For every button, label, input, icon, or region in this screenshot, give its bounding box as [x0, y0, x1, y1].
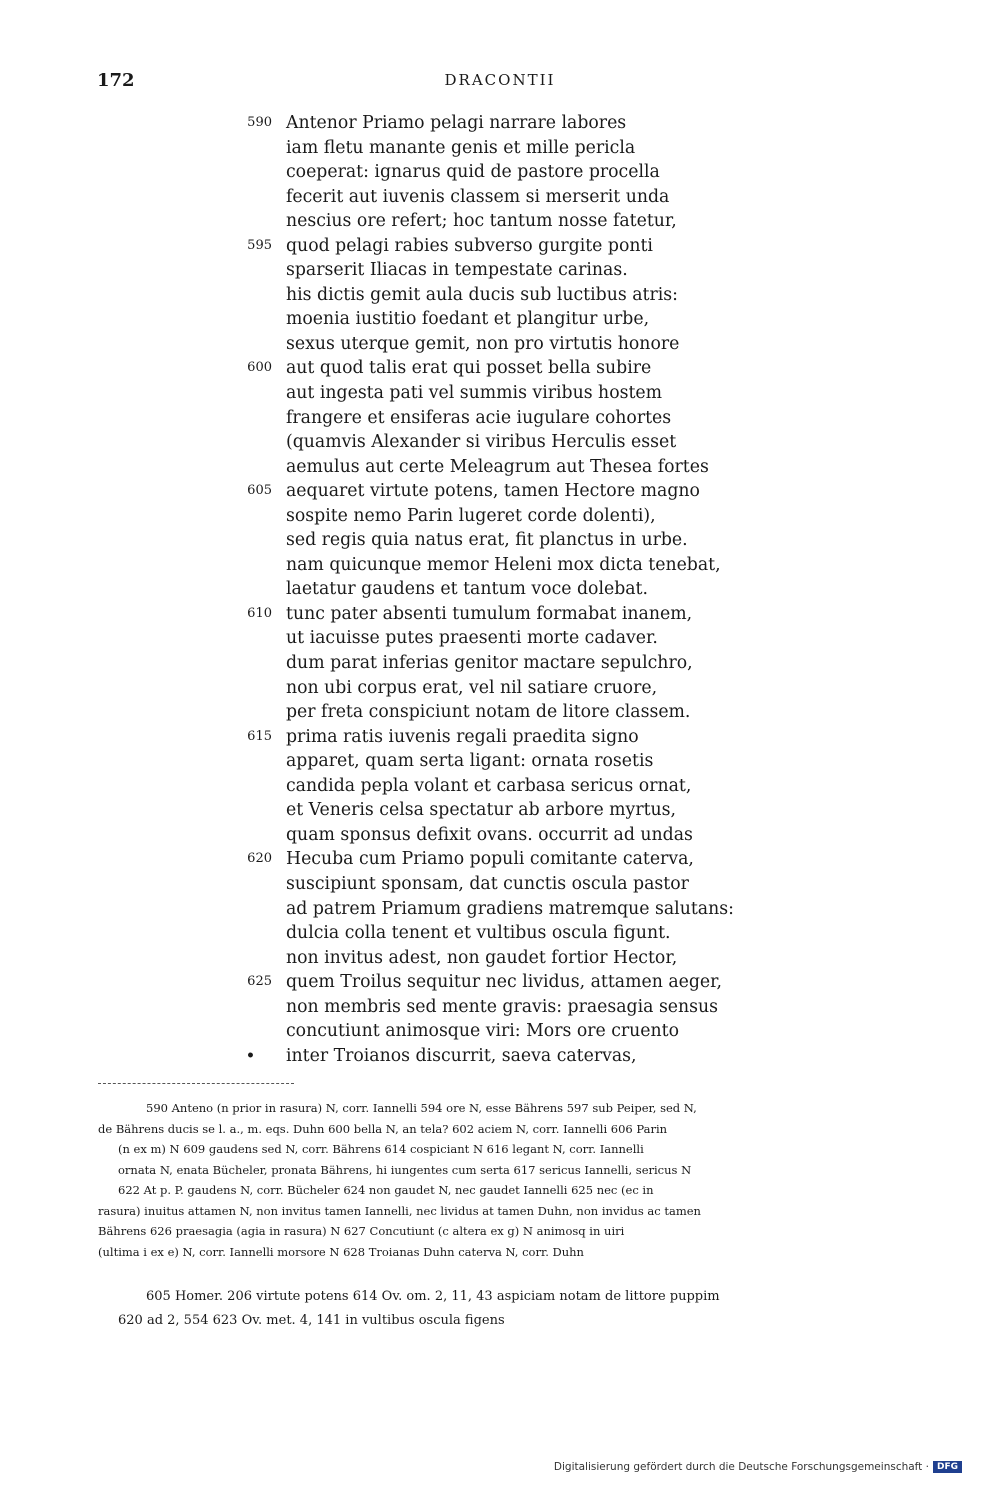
verse-line [0, 995, 1000, 1020]
line-number: 625 [247, 974, 272, 990]
verse-text: sospite nemo Parin lugeret corde dolenti), [286, 505, 656, 526]
verse-text: ad patrem Priamum gradiens matremque salutans: [286, 898, 734, 919]
verse-line [0, 970, 1000, 995]
verse-line [0, 111, 1000, 136]
apparatus-line: Bährens 626 praesagia (agia in rasura) N 627 Concutiunt (c altera ex g) N animosq in uiri [98, 1224, 625, 1238]
verse-line [0, 946, 1000, 971]
apparatus-line: (n ex m) N 609 gaudens sed N, corr. Bährens 614 cospiciant N 616 legant N, corr. Iannelli [118, 1142, 644, 1156]
source-line: 605 Homer. 206 virtute potens 614 Ov. om. 2, 11, 43 aspiciam notam de littore puppim [146, 1289, 720, 1304]
verse-line [0, 676, 1000, 701]
verse-line [0, 406, 1000, 431]
verse-text: Antenor Priamo pelagi narrare labores [286, 113, 627, 133]
apparatus-line: 590 Anteno (n prior in rasura) N, corr. Iannelli 594 ore N, esse Bährens 597 sub Peiper, sed N, [146, 1101, 697, 1115]
line-number: 615 [247, 728, 272, 744]
verse-line [0, 823, 1000, 848]
verse-line [0, 798, 1000, 823]
source-line: 620 ad 2, 554 623 Ov. met. 4, 141 in vultibus oscula figens [118, 1313, 505, 1328]
verse-text: his dictis gemit aula ducis sub luctibus atris: [286, 284, 678, 305]
verse-line [0, 356, 1000, 381]
verse-text: fecerit aut iuvenis classem si merserit unda [286, 186, 670, 207]
verse-text: et Veneris celsa spectatur ab arbore myrtus, [286, 800, 677, 821]
verse-line [0, 700, 1000, 725]
verse-text: moenia iustitio foedant et plangitur urbe, [286, 309, 650, 330]
verse-line [0, 209, 1000, 234]
verse-line [0, 160, 1000, 185]
apparatus-line: rasura) inuitus attamen N, non invitus tamen Iannelli, nec lividus at tamen Duhn, non invidus ac tamen [98, 1203, 701, 1218]
verse-line [0, 332, 1000, 357]
verse-text: candida pepla volant et carbasa sericus ornat, [286, 775, 692, 796]
verse-line [0, 136, 1000, 161]
verse-line [0, 847, 1000, 872]
poem-text [0, 111, 1000, 1068]
critical-apparatus [98, 1098, 882, 1262]
line-number: 595 [247, 237, 272, 253]
verse-text: iam fletu manante genis et mille pericla [286, 137, 636, 158]
verse-text: Hecuba cum Priamo populi comitante caterva, [286, 849, 694, 870]
verse-line [0, 258, 1000, 283]
verse-text: quod pelagi rabies subverso gurgite ponti [286, 235, 653, 256]
verse-line [0, 577, 1000, 602]
verse-line [0, 1044, 1000, 1069]
line-number: 600 [247, 360, 272, 376]
verse-line [0, 455, 1000, 480]
digitization-credit [554, 1461, 962, 1473]
verse-text: (quamvis Alexander si viribus Herculis esset [286, 432, 677, 453]
verse-line [0, 872, 1000, 897]
line-number: 610 [247, 605, 272, 621]
page-number: 172 [97, 70, 135, 91]
verse-text: coeperat: ignarus quid de pastore procella [286, 162, 660, 183]
verse-line [0, 528, 1000, 553]
verse-line [0, 185, 1000, 210]
verse-text: aemulus aut certe Meleagrum aut Thesea fortes [286, 456, 709, 477]
dfg-logo: DFG [933, 1461, 962, 1473]
verse-text: aut ingesta pati vel summis viribus hostem [286, 383, 663, 404]
verse-text: non ubi corpus erat, vel nil satiare cruore, [286, 677, 658, 698]
line-marker: • [246, 1047, 255, 1064]
verse-text: laetatur gaudens et tantum voce dolebat. [286, 579, 648, 600]
verse-line [0, 897, 1000, 922]
verse-line [0, 774, 1000, 799]
running-title: DRACONTII [444, 71, 556, 89]
line-number: 590 [247, 115, 272, 130]
verse-text: prima ratis iuvenis regali praedita signo [286, 726, 639, 747]
verse-line [0, 749, 1000, 774]
verse-text: nam quicunque memor Heleni mox dicta tenebat, [286, 554, 721, 575]
verse-line [0, 651, 1000, 676]
verse-line [0, 1019, 1000, 1044]
verse-text: inter Troianos discurrit, saeva catervas, [286, 1045, 637, 1066]
verse-text: per freta conspiciunt notam de litore classem. [286, 702, 691, 723]
apparatus-line: de Bährens ducis se l. a., m. eqs. Duhn 600 bella N, an tela? 602 aciem N, corr. Iannelli 606 Parin [98, 1121, 668, 1136]
verse-line [0, 234, 1000, 259]
source-references [98, 1285, 882, 1333]
verse-line [0, 307, 1000, 332]
verse-line [0, 504, 1000, 529]
verse-text: dulcia colla tenent et vultibus oscula figunt. [286, 923, 671, 944]
verse-line [0, 479, 1000, 504]
verse-text: ut iacuisse putes praesenti morte cadaver. [286, 628, 658, 649]
line-number: 605 [247, 483, 272, 499]
verse-line [0, 921, 1000, 946]
verse-text: non invitus adest, non gaudet fortior Hector, [286, 947, 678, 968]
verse-text: sexus uterque gemit, non pro virtutis honore [286, 333, 680, 354]
page-header [0, 70, 1000, 96]
verse-text: suscipiunt sponsam, dat cunctis oscula pastor [286, 873, 689, 894]
verse-text: sparserit Iliacas in tempestate carinas. [286, 260, 628, 281]
line-number: 620 [247, 851, 272, 867]
footnote-divider [98, 1083, 294, 1084]
apparatus-line: (ultima i ex e) N, corr. Iannelli morsore N 628 Troianas Duhn caterva N, corr. Duhn [98, 1244, 584, 1259]
verse-text: dum parat inferias genitor mactare sepulchro, [286, 653, 693, 674]
verse-line [0, 626, 1000, 651]
verse-text: sed regis quia natus erat, fit planctus in urbe. [286, 530, 688, 551]
apparatus-line: ornata N, enata Bücheler, pronata Bährens, hi iungentes cum serta 617 sericus Iannelli, sericus N [118, 1162, 692, 1177]
verse-text: apparet, quam serta ligant: ornata rosetis [286, 751, 654, 772]
verse-line [0, 381, 1000, 406]
verse-text: nescius ore refert; hoc tantum nosse fatetur, [286, 211, 677, 232]
verse-text: frangere et ensiferas acie iugulare cohortes [286, 407, 672, 428]
verse-text: quem Troilus sequitur nec lividus, attamen aeger, [286, 972, 723, 993]
credit-text: Digitalisierung gefördert durch die Deutsche Forschungsgemeinschaft · [553, 1461, 929, 1473]
verse-text: aut quod talis erat qui posset bella subire [286, 358, 652, 379]
apparatus-line: 622 At p. P. gaudens N, corr. Bücheler 624 non gaudet N, nec gaudet Iannelli 625 nec (ec in [118, 1183, 654, 1197]
verse-line [0, 725, 1000, 750]
verse-text: aequaret virtute potens, tamen Hectore magno [286, 481, 700, 502]
verse-text: concutiunt animosque viri: Mors ore cruento [286, 1021, 679, 1042]
verse-text: non membris sed mente gravis: praesagia sensus [286, 996, 719, 1017]
verse-line [0, 602, 1000, 627]
verse-line [0, 553, 1000, 578]
verse-text: tunc pater absenti tumulum formabat inanem, [286, 603, 693, 624]
verse-text: quam sponsus defixit ovans. occurrit ad undas [286, 824, 693, 845]
verse-line [0, 283, 1000, 308]
verse-line [0, 430, 1000, 455]
